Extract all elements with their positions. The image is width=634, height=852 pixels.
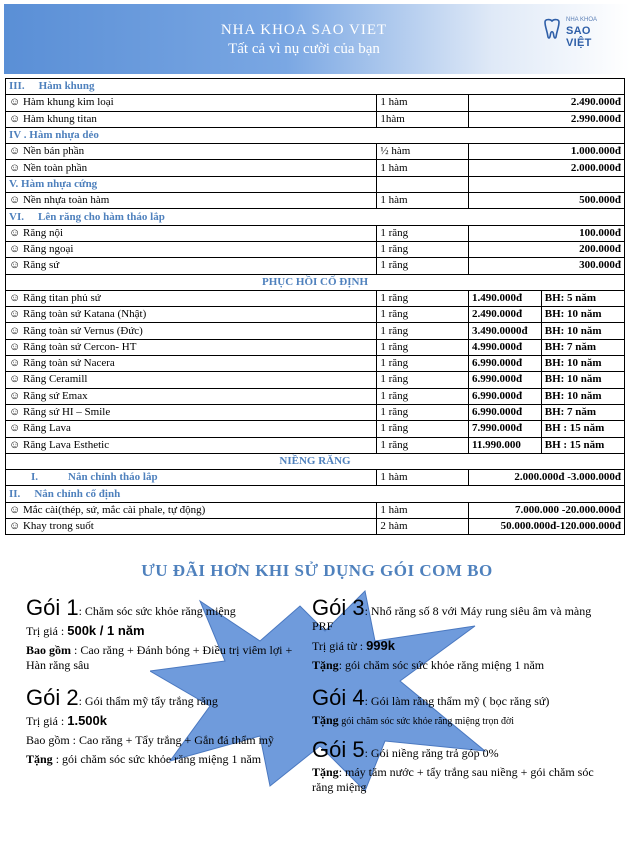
package-1-name: Gói 1 — [26, 595, 79, 620]
item-warranty: BH: 10 năm — [541, 307, 624, 323]
section-number: III. — [9, 80, 25, 93]
item-unit: 2 hàm — [377, 519, 469, 535]
item-name: ☺ Răng Lava — [6, 421, 377, 437]
package-2-value-label: Trị giá : — [26, 714, 68, 728]
section-number: IV . Hàm nhựa dẻo — [9, 129, 99, 142]
package-1 — [26, 595, 306, 673]
table-row — [6, 127, 625, 143]
table-row — [6, 356, 625, 372]
package-2-value: 1.500k — [67, 713, 107, 728]
header-banner — [4, 4, 630, 74]
package-3-gift-label: Tặng — [312, 658, 339, 672]
item-unit: ½ hàm — [377, 144, 469, 160]
item-warranty: BH : 15 năm — [541, 437, 624, 453]
item-price: 100.000đ — [468, 225, 624, 241]
package-1-value: 500k / 1 năm — [67, 623, 145, 638]
section-heading — [6, 127, 625, 143]
item-name: ☺ Mắc cài(thép, sứ, mắc cài phale, tự động) — [6, 502, 377, 518]
table-row — [6, 323, 625, 339]
package-3-name: Gói 3 — [312, 595, 365, 620]
package-5-gift: : máy tăm nước + tẩy trắng sau niềng + gói chăm sóc răng miệng — [312, 765, 594, 794]
item-name: ☺ Nền nhựa toàn hàm — [6, 193, 377, 209]
item-warranty: BH: 10 năm — [541, 356, 624, 372]
table-row — [6, 290, 625, 306]
section-number: VI. — [9, 210, 24, 223]
item-name: ☺ Hàm khung titan — [6, 111, 377, 127]
price-table — [5, 78, 625, 535]
item-price: 2.490.000đ — [468, 307, 541, 323]
item-name: ☺ Răng toàn sứ Nacera — [6, 356, 377, 372]
table-row — [6, 274, 625, 290]
tooth-logo-icon — [542, 18, 562, 40]
item-unit: 1 răng — [377, 258, 469, 274]
clinic-logo — [542, 14, 612, 49]
package-1-include-label: Bao gồm — [26, 643, 71, 657]
package-4 — [312, 685, 612, 729]
table-row — [6, 421, 625, 437]
package-2-desc: : Gói thẩm mỹ tẩy trắng răng — [78, 694, 218, 708]
item-price: 6.990.000đ — [468, 388, 541, 404]
section-heading: V. Hàm nhựa cứng — [6, 176, 377, 192]
item-unit: 1 răng — [377, 339, 469, 355]
item-unit: 1 răng — [377, 307, 469, 323]
empty-cell — [468, 176, 624, 192]
item-price: 1.490.000đ — [468, 290, 541, 306]
table-row — [6, 470, 625, 486]
item-unit: 1 hàm — [377, 193, 469, 209]
package-2-include: : Cao răng + Tẩy trắng + Gắn đá thẩm mỹ — [69, 733, 274, 747]
item-price: 300.000đ — [468, 258, 624, 274]
item-unit: 1 răng — [377, 372, 469, 388]
table-row — [6, 453, 625, 469]
clinic-name: NHA KHOA SAO VIET — [220, 22, 388, 38]
item-unit: 1 răng — [377, 290, 469, 306]
package-2-gift: : gói chăm sóc sức khỏe răng miệng 1 năm — [52, 752, 262, 766]
item-name: ☺ Khay trong suốt — [6, 519, 377, 535]
item-unit: 1 hàm — [377, 160, 469, 176]
table-row — [6, 486, 625, 502]
section-number: II. — [9, 487, 21, 500]
item-price: 3.490.0000đ — [468, 323, 541, 339]
item-unit: 1 răng — [377, 437, 469, 453]
item-warranty: BH: 10 năm — [541, 388, 624, 404]
table-row — [6, 79, 625, 95]
item-price: 200.000đ — [468, 241, 624, 257]
clinic-slogan: Tất cả vì nụ cười của bạn — [228, 41, 380, 57]
section-heading — [6, 209, 625, 225]
table-row — [6, 209, 625, 225]
item-price: 1.000.000đ — [468, 144, 624, 160]
item-warranty: BH : 15 năm — [541, 421, 624, 437]
item-name: ☺ Răng sứ — [6, 258, 377, 274]
item-price: 6.990.000đ — [468, 356, 541, 372]
item-name: ☺ Răng toàn sứ Cercon- HT — [6, 339, 377, 355]
package-1-desc: : Chăm sóc sức khỏe răng miệng — [78, 604, 236, 618]
item-warranty: BH: 7 năm — [541, 339, 624, 355]
table-row — [6, 307, 625, 323]
item-name: ☺ Răng Ceramill — [6, 372, 377, 388]
package-2-name: Gói 2 — [26, 685, 79, 710]
item-warranty: BH: 10 năm — [541, 323, 624, 339]
item-unit: 1 răng — [377, 421, 469, 437]
item-price: 2.000.000đ — [468, 160, 624, 176]
item-warranty: BH: 7 năm — [541, 404, 624, 420]
item-name: ☺ Răng sứ Emax — [6, 388, 377, 404]
table-row — [6, 437, 625, 453]
package-4-gift-label: Tặng — [312, 713, 339, 727]
item-price: 2.990.000đ — [468, 111, 624, 127]
package-4-desc: : Gói làm răng thẩm mỹ ( bọc răng sứ) — [364, 694, 550, 708]
package-1-include: : Cao răng + Đánh bóng + Điều trị viêm lợi + Hàn răng sâu — [26, 643, 293, 672]
table-row — [6, 404, 625, 420]
table-row — [6, 111, 625, 127]
package-2-include-label: Bao gồm — [26, 733, 70, 747]
section-title: Nắn chỉnh tháo lắp — [68, 471, 158, 484]
section-heading — [6, 79, 625, 95]
section-title: Lên răng cho hàm tháo lắp — [37, 210, 165, 223]
package-3-desc: : Nhổ răng số 8 với Máy rung siêu âm và màng PRF — [312, 604, 592, 633]
table-row — [6, 144, 625, 160]
item-unit: 1 hàm — [377, 470, 469, 486]
item-name: ☺ Nền toàn phần — [6, 160, 377, 176]
package-4-name: Gói 4 — [312, 685, 365, 710]
item-warranty: BH: 5 năm — [541, 290, 624, 306]
table-row — [6, 339, 625, 355]
logo-text: SAO VIỆT — [566, 25, 592, 49]
logo-small-text: NHA KHOA — [566, 17, 598, 23]
section-heading — [6, 470, 377, 486]
package-1-value-label: Trị giá : — [26, 624, 68, 638]
table-row — [6, 95, 625, 111]
package-5 — [312, 737, 612, 795]
item-price: 500.000đ — [468, 193, 624, 209]
table-row — [6, 193, 625, 209]
section-number: I. — [31, 471, 39, 484]
item-name: ☺ Răng toàn sứ Vernus (Đức) — [6, 323, 377, 339]
table-row — [6, 502, 625, 518]
item-unit: 1 hàm — [377, 502, 469, 518]
item-unit: 1 răng — [377, 323, 469, 339]
item-name: ☺ Răng ngoại — [6, 241, 377, 257]
item-name: ☺ Răng sứ HI – Smile — [6, 404, 377, 420]
table-row — [6, 258, 625, 274]
item-price: 7.000.000 -20.000.000đ — [468, 502, 624, 518]
section-heading: PHỤC HỒI CỐ ĐỊNH — [6, 274, 625, 290]
package-3-value: 999k — [366, 638, 395, 653]
table-row — [6, 241, 625, 257]
package-3-value-label: Trị giá từ : — [312, 639, 367, 653]
table-row — [6, 160, 625, 176]
item-name: ☺ Răng Lava Esthetic — [6, 437, 377, 453]
package-5-desc: : Gói niềng răng trả góp 0% — [364, 746, 499, 760]
item-price: 2.000.000đ -3.000.000đ — [468, 470, 624, 486]
package-2-gift-label: Tặng — [26, 752, 53, 766]
section-title: Hàm khung — [38, 80, 95, 93]
promo-title: ƯU ĐÃI HƠN KHI SỬ DỤNG GÓI COM BO — [141, 561, 493, 580]
section-heading: NIỀNG RĂNG — [6, 453, 625, 469]
item-price: 4.990.000đ — [468, 339, 541, 355]
item-price: 11.990.000 — [468, 437, 541, 453]
item-name: ☺ Răng titan phủ sứ — [6, 290, 377, 306]
package-5-name: Gói 5 — [312, 737, 365, 762]
table-row — [6, 176, 625, 192]
section-title: Nắn chỉnh cố định — [34, 487, 121, 500]
item-name: ☺ Hàm khung kim loại — [6, 95, 377, 111]
table-row — [6, 225, 625, 241]
item-price: 6.990.000đ — [468, 404, 541, 420]
item-unit: 1 răng — [377, 388, 469, 404]
item-price: 50.000.000đ-120.000.000đ — [468, 519, 624, 535]
item-unit: 1 răng — [377, 356, 469, 372]
package-5-gift-label: Tặng — [312, 765, 339, 779]
item-name: ☺ Răng nội — [6, 225, 377, 241]
package-3 — [312, 595, 612, 673]
item-unit: 1 răng — [377, 404, 469, 420]
section-heading — [6, 486, 625, 502]
package-3-gift: : gói chăm sóc sức khỏe răng miệng 1 năm — [338, 658, 545, 672]
item-unit: 1 răng — [377, 225, 469, 241]
item-unit: 1hàm — [377, 111, 469, 127]
item-name: ☺ Nền bán phần — [6, 144, 377, 160]
item-price: 6.990.000đ — [468, 372, 541, 388]
item-unit: 1 răng — [377, 241, 469, 257]
table-row — [6, 372, 625, 388]
item-unit: 1 hàm — [377, 95, 469, 111]
item-name: ☺ Răng toàn sứ Katana (Nhật) — [6, 307, 377, 323]
item-warranty: BH: 10 năm — [541, 372, 624, 388]
package-2 — [26, 685, 306, 767]
table-row — [6, 388, 625, 404]
item-price: 7.990.000đ — [468, 421, 541, 437]
empty-cell — [377, 176, 469, 192]
table-row — [6, 519, 625, 535]
package-4-gift: gói chăm sóc sức khỏe răng miệng trọn đời — [338, 716, 515, 727]
item-price: 2.490.000đ — [468, 95, 624, 111]
